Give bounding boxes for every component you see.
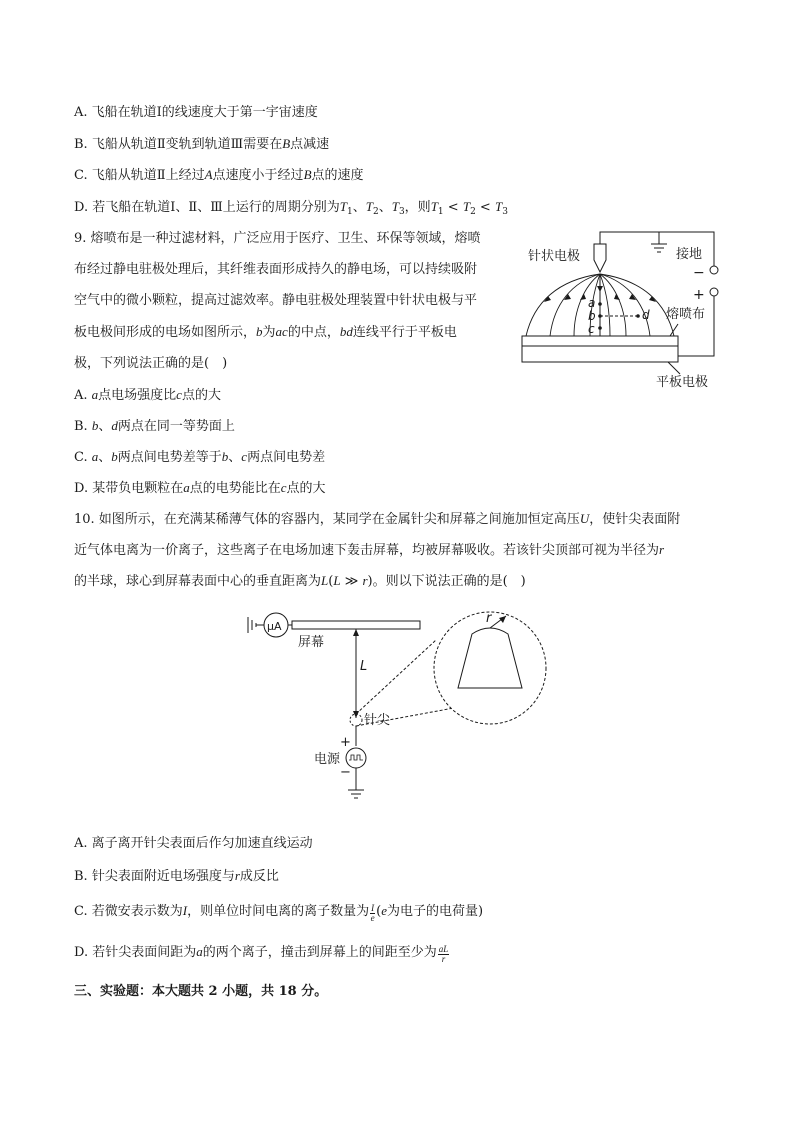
text: 点的大 — [286, 481, 326, 496]
period-t1: T — [430, 199, 438, 214]
period-t3: T — [494, 199, 503, 214]
separator: 、 — [352, 200, 366, 215]
distance-arrow-up — [353, 629, 359, 636]
var-e: e — [381, 903, 387, 918]
separator: 、 — [228, 450, 242, 465]
needle-electrode — [594, 244, 606, 272]
text: 两点在同一等势面上 — [117, 419, 235, 434]
tip-label: 针尖 — [364, 713, 391, 728]
text: 10. 如图所示，在充满某稀薄气体的容器内，某同学在金属针尖和屏幕之间施加恒定高压 — [74, 512, 580, 527]
fraction-numerator: aL — [438, 944, 449, 954]
paren: ( — [376, 904, 382, 919]
label-c: c — [588, 322, 595, 336]
var-a: a — [183, 480, 190, 495]
var-r: r — [234, 868, 240, 883]
terminal-minus — [710, 266, 718, 274]
plate-label: 平板电极 — [656, 375, 709, 390]
point-d — [636, 314, 640, 318]
text: 小题，共 — [217, 984, 279, 999]
text: ，则单位时间电离的离子数量为 — [187, 904, 370, 919]
text: 点的大 — [181, 388, 221, 403]
radius-label: r — [486, 611, 492, 626]
var-r: r — [362, 573, 368, 588]
magnify-connector-1 — [356, 640, 436, 714]
q8-option-b-var: B — [282, 136, 291, 151]
text: 为电子的电荷量) — [386, 904, 484, 919]
period-sub-3: 3 — [398, 207, 405, 217]
var-r: r — [659, 542, 665, 557]
q10-option-c — [74, 902, 483, 923]
period-t3: T — [391, 199, 399, 214]
text: )。则以下说法正确的是( ) — [367, 574, 526, 589]
meltblown-fabric — [522, 336, 678, 346]
point-a — [598, 302, 602, 306]
period-sub-1: 1 — [346, 207, 353, 217]
paren: ( — [328, 574, 334, 589]
text: 成反比 — [239, 869, 279, 884]
score-total: 18 — [278, 984, 297, 999]
var-l: L — [321, 573, 329, 588]
fabric-label: 熔喷布 — [666, 307, 706, 322]
q9-stem-line-4 — [74, 323, 457, 342]
period-t2: T — [365, 199, 373, 214]
q9-stem-line-2: 布经过静电驻极处理后，其纤维表面形成持久的静电场，可以持续吸附 — [74, 262, 478, 277]
separator: 、 — [378, 200, 392, 215]
separator: 、 — [98, 419, 112, 434]
q10-option-d — [74, 943, 450, 964]
source-plus: + — [340, 735, 351, 750]
text: D. 某带负电颗粒在 — [74, 481, 184, 496]
less-than: < — [475, 200, 495, 215]
point-c — [598, 326, 602, 330]
q9-option-b — [74, 417, 235, 436]
text: C. 若微安表示数为 — [74, 904, 183, 919]
text: 点电场强度比 — [98, 388, 177, 403]
less-than: < — [443, 200, 463, 215]
period-sub-2: 2 — [372, 207, 379, 217]
q8-option-d — [74, 198, 508, 221]
q8-option-d-text: D. 若飞船在轨道Ⅰ、Ⅱ、Ⅲ上运行的周期分别为 — [74, 200, 340, 215]
var-a: a — [196, 944, 203, 959]
screen-label: 屏幕 — [298, 635, 325, 650]
var-c: c — [176, 387, 182, 402]
text: 三、实验题：本大题共 — [74, 984, 209, 999]
fraction-al-over-r — [438, 945, 450, 964]
q8-option-c-text: C. 飞船从轨道Ⅱ上经过 — [74, 168, 205, 183]
source-minus: − — [340, 765, 351, 780]
text: 连线平行于平板电 — [352, 325, 457, 340]
plate-pointer — [668, 362, 680, 374]
var-u: U — [579, 511, 590, 526]
text: 的中点， — [287, 325, 340, 340]
q8-option-c-text-mid: 点速度小于经过 — [212, 168, 304, 183]
q8-option-c-text-end: 点的速度 — [311, 168, 364, 183]
q9-stem-line-5: 极，下列说法正确的是( ) — [74, 356, 228, 371]
q10-option-b — [74, 867, 279, 886]
q8-option-c — [74, 166, 364, 185]
source-label: 电源 — [314, 752, 341, 767]
text: 的半球，球心到屏幕表面中心的垂直距离为 — [74, 574, 322, 589]
q9-option-c — [74, 448, 325, 467]
var-c: c — [280, 480, 287, 495]
fraction-i-over-e — [370, 904, 375, 923]
label-d: d — [642, 308, 650, 322]
q8-option-b-text: B. 飞船从轨道Ⅱ变轨到轨道Ⅲ需要在 — [74, 137, 283, 152]
fraction-denominator: e — [370, 913, 375, 923]
plus-sign: + — [693, 287, 705, 303]
q10-stem-line-3 — [74, 572, 526, 591]
var-b: b — [91, 418, 99, 433]
var-b: b — [221, 449, 229, 464]
terminal-plus — [710, 288, 718, 296]
var-b: b — [111, 449, 118, 464]
q9-electrode-figure — [518, 222, 732, 394]
screen — [292, 621, 420, 629]
option-letter: B. — [74, 419, 92, 434]
period-sub-2: 2 — [470, 207, 476, 217]
q8-option-b-text-end: 点减速 — [290, 137, 330, 152]
text: ，使针尖表面附 — [589, 512, 681, 527]
q10-stem-line-1 — [74, 510, 680, 529]
needle-label: 针状电极 — [528, 249, 581, 264]
text: B. 针尖表面附近电场强度与 — [74, 869, 235, 884]
var-c: c — [241, 449, 248, 464]
q10-stem-line-2 — [74, 541, 664, 560]
label-a: a — [588, 296, 596, 310]
q10-option-a: A. 离子离开针尖表面后作匀加速直线运动 — [74, 836, 313, 851]
circuit-wire-bottom — [678, 296, 714, 356]
text: 为 — [262, 325, 276, 340]
minus-sign: − — [693, 265, 705, 281]
text: D. 若针尖表面间距为 — [74, 945, 197, 960]
q9-stem-line-3: 空气中的微小颗粒，提高过滤效率。静电驻极处理装置中针状电极与平 — [74, 293, 478, 308]
q8-option-d-then: ，则 — [404, 200, 431, 215]
q8-option-c-var-b: B — [303, 167, 312, 182]
q8-option-b — [74, 135, 329, 154]
var-l: L — [333, 573, 341, 588]
text: 点的电势能比在 — [189, 481, 281, 496]
q8-option-a: A. 飞船在轨道Ⅰ的线速度大于第一宇宙速度 — [74, 105, 318, 120]
q9-stem-line-1: 9. 熔喷布是一种过滤材料，广泛应用于医疗、卫生、环保等领域，熔喷 — [74, 231, 481, 246]
much-greater: ≫ — [340, 574, 363, 589]
var-a: a — [91, 387, 99, 402]
q8-option-c-var-a: A — [204, 167, 213, 182]
q9-option-d — [74, 479, 326, 498]
center-arrow — [597, 286, 603, 292]
period-t1: T — [339, 199, 347, 214]
var-b: b — [256, 324, 263, 339]
section-3-heading — [74, 983, 327, 1001]
period-sub-1: 1 — [437, 207, 444, 217]
option-letter: C. — [74, 450, 92, 465]
plate-electrode — [522, 346, 678, 362]
q10-needle-figure — [240, 600, 550, 804]
period-t2: T — [462, 199, 471, 214]
var-bd: bd — [339, 324, 353, 339]
label-b: b — [588, 309, 596, 323]
period-sub-3: 3 — [502, 207, 508, 217]
text: 两点间电势差 — [247, 450, 326, 465]
var-d: d — [111, 418, 118, 433]
q9-stem-line-4-text: 板电极间形成的电场如图所示， — [74, 325, 257, 340]
var-i: I — [182, 903, 188, 918]
text: 分。 — [296, 984, 328, 999]
var-a: a — [91, 449, 99, 464]
separator: 、 — [98, 450, 112, 465]
microammeter-label: μA — [267, 620, 282, 633]
ground-label: 接地 — [676, 247, 703, 262]
q9-option-a — [74, 386, 221, 405]
var-ac: ac — [275, 324, 288, 339]
fraction-denominator: r — [441, 954, 446, 964]
fraction-numerator: I — [371, 903, 375, 913]
option-letter: A. — [74, 388, 92, 403]
text: 的两个离子，撞击到屏幕上的间距至少为 — [202, 945, 437, 960]
question-count: 2 — [208, 984, 218, 999]
text: 近气体电离为一价离子，这些离子在电场加速下轰击屏幕，均被屏幕吸收。若该针尖顶部可视为半径为 — [74, 543, 660, 558]
text: 两点间电势差等于 — [117, 450, 222, 465]
distance-label: L — [360, 659, 368, 674]
